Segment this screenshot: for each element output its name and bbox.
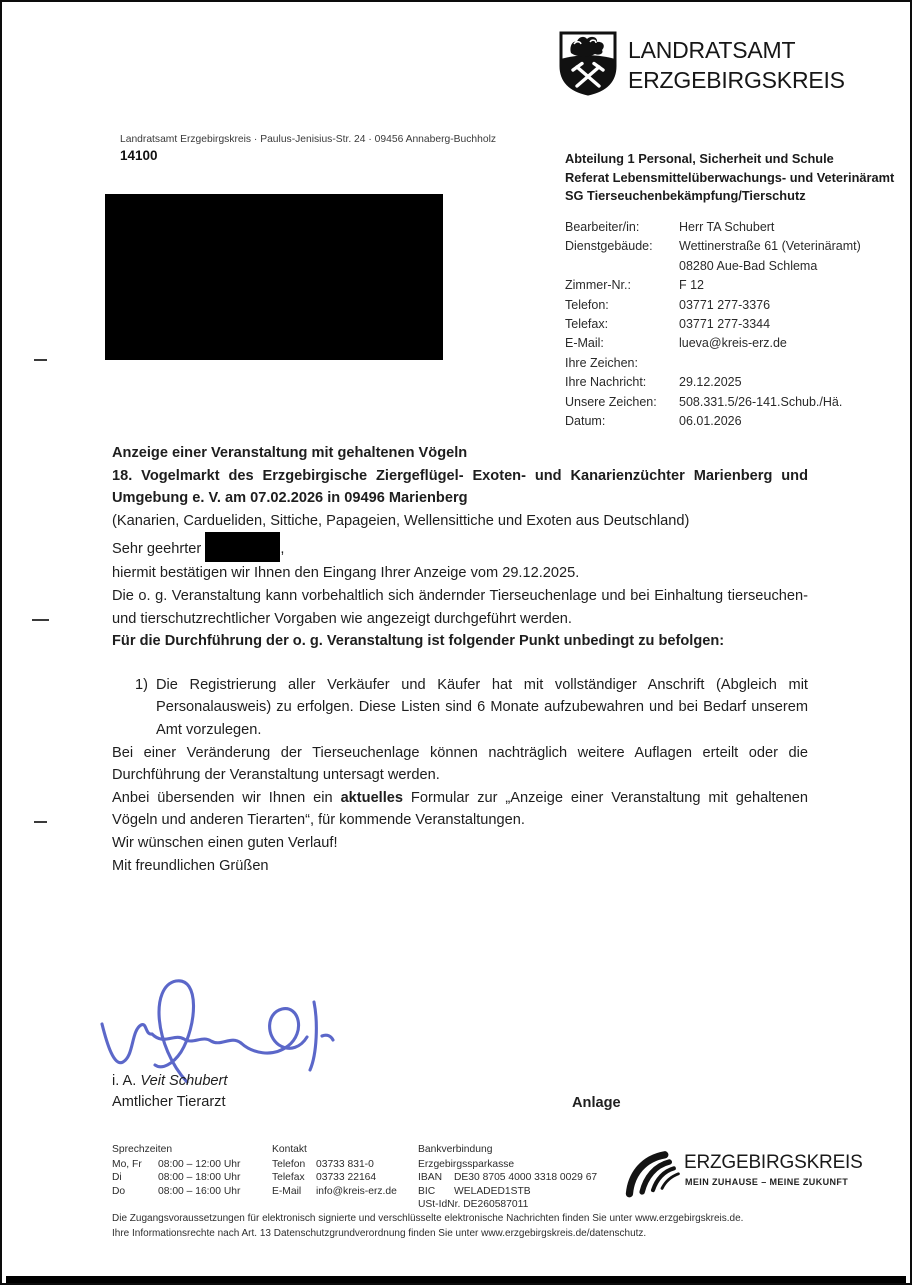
fold-mark	[34, 821, 47, 823]
contact-value: 03733 22164	[316, 1172, 377, 1184]
info-label: Ihre Zeichen:	[565, 355, 638, 370]
signer-prefix: i. A.	[112, 1073, 141, 1089]
coat-of-arms-icon	[558, 30, 618, 96]
paragraph-form-enclosed	[112, 787, 808, 832]
info-value: F 12	[679, 278, 705, 293]
vat-value: DE260587011	[463, 1199, 529, 1211]
enclosure-label: Anlage	[572, 1095, 621, 1111]
letterhead-line2: ERZGEBIRGSKREIS	[628, 67, 845, 93]
info-row	[565, 296, 861, 315]
contact-label: Telefax	[272, 1172, 305, 1184]
legal-line1: Die Zugangsvoraussetzungen für elektronisch signierte und verschlüsselte elektronische Nachrichten finden Sie unter www.erzgebirgskreis.de.	[112, 1213, 744, 1224]
paragraph-condition: Die o. g. Veranstaltung kann vorbehaltlich sich ändernder Tierseuchenlage und bei Einhaltung tierseuchen- und tierschutzrechtlicher Vorgaben wie angezeigt durchgeführt werden.	[112, 587, 808, 627]
paragraph-confirmation: hiermit bestätigen wir Ihnen den Eingang Ihrer Anzeige vom 29.12.2025.	[112, 565, 580, 582]
hours-time: 08:00 – 16:00 Uhr	[158, 1185, 241, 1197]
info-row	[565, 218, 861, 237]
recipient-name-redaction	[205, 532, 280, 562]
info-value: Wettinerstraße 61 (Veterinäramt)	[679, 239, 861, 254]
contact-label: Telefon	[272, 1158, 306, 1170]
footer-bank	[418, 1143, 597, 1212]
info-label: Bearbeiter/in:	[565, 220, 640, 234]
bank-heading: Bankverbindung	[418, 1144, 493, 1155]
letter-body	[112, 442, 808, 877]
list-marker: 1)	[135, 676, 148, 693]
info-row	[565, 373, 861, 392]
info-row	[565, 412, 861, 431]
info-label: Unsere Zeichen:	[565, 394, 657, 409]
hours-row	[112, 1171, 240, 1185]
form-text-before: Anbei übersenden wir Ihnen ein	[112, 789, 341, 806]
bic-label: BIC	[418, 1185, 436, 1197]
iban-value: DE30 8705 4000 3318 0029 67	[454, 1172, 598, 1184]
info-label: E-Mail:	[565, 336, 604, 351]
hours-days: Do	[112, 1185, 126, 1197]
contact-label: E-Mail	[272, 1185, 302, 1197]
legal-notice	[112, 1212, 743, 1241]
letterhead-line1: LANDRATSAMT	[628, 37, 796, 63]
paragraph-requirements-heading: Für die Durchführung der o. g. Veranstaltung ist folgender Punkt unbedingt zu befolgen:	[112, 633, 725, 650]
info-label: Zimmer-Nr.:	[565, 278, 631, 293]
subject-line3: (Kanarien, Cardueliden, Sittiche, Papageien, Wellensittiche und Exoten aus Deutschland)	[112, 512, 690, 529]
postal-ref-code: 14100	[120, 148, 158, 163]
contact-row	[272, 1158, 397, 1172]
info-label: Telefax:	[565, 317, 609, 332]
footer-office-hours	[112, 1143, 240, 1198]
info-row	[565, 393, 861, 412]
department-block	[565, 150, 894, 206]
contact-info-block	[565, 218, 861, 431]
signer-fullname: Veit Schubert	[140, 1073, 228, 1089]
requirement-item-1	[135, 674, 808, 742]
contact-row	[272, 1185, 397, 1199]
info-value: 29.12.2025	[679, 375, 742, 390]
brand-name: ERZGEBIRGSKREIS	[684, 1152, 863, 1173]
fold-mark	[34, 359, 47, 361]
paragraph-regards: Mit freundlichen Grüßen	[112, 857, 269, 874]
recipient-address-redaction	[105, 194, 443, 360]
department-line1: Abteilung 1 Personal, Sicherheit und Schule	[565, 151, 834, 166]
hours-days: Mo, Fr	[112, 1158, 142, 1170]
footer-contact	[272, 1143, 397, 1198]
subject-line1: Anzeige einer Veranstaltung mit gehaltenen Vögeln	[112, 445, 468, 461]
bank-vat-row	[418, 1198, 597, 1212]
contact-row	[272, 1171, 397, 1185]
info-row	[565, 354, 861, 373]
legal-line2: Ihre Informationsrechte nach Art. 13 Datenschutzgrundverordnung finden Sie unter www.erzgebirgskreis.de/datenschutz.	[112, 1227, 647, 1239]
bank-iban-row	[418, 1171, 597, 1185]
info-value: Herr TA Schubert	[679, 220, 775, 234]
info-value: 06.01.2026	[679, 414, 742, 429]
fold-mark	[32, 619, 49, 621]
salutation-text: Sehr geehrter	[112, 541, 202, 558]
info-label: Dienstgebäude:	[565, 239, 653, 254]
brand-slogan: MEIN ZUHAUSE – MEINE ZUKUNFT	[685, 1177, 849, 1187]
signer-name	[112, 1073, 227, 1089]
bic-value: WELADED1STB	[454, 1185, 531, 1197]
hours-time: 08:00 – 12:00 Uhr	[158, 1158, 241, 1170]
info-row	[565, 237, 861, 256]
info-row	[565, 257, 861, 276]
iban-label: IBAN	[418, 1172, 443, 1184]
info-value: lueva@kreis-erz.de	[679, 336, 787, 351]
salutation	[112, 532, 808, 562]
contact-value: 03733 831-0	[316, 1158, 374, 1170]
hours-row	[112, 1185, 240, 1199]
paragraph-wish: Wir wünschen einen guten Verlauf!	[112, 834, 338, 851]
info-row	[565, 276, 861, 295]
info-row	[565, 334, 861, 353]
hours-heading: Sprechzeiten	[112, 1144, 173, 1155]
info-value: 508.331.5/26-141.Schub./Hä.	[679, 394, 843, 409]
bank-name: Erzgebirgssparkasse	[418, 1158, 515, 1170]
info-row	[565, 315, 861, 334]
contact-heading: Kontakt	[272, 1144, 307, 1155]
department-line2: Referat Lebensmittelüberwachungs- und Veterinäramt	[565, 169, 895, 185]
erzgebirgskreis-arc-icon	[624, 1146, 682, 1198]
list-text: Die Registrierung aller Verkäufer und Käufer hat mit vollständiger Anschrift (Abgleich mit Personalausweis) zu erfolgen. Diese Listen sind 6 Monate aufzubewahren und bei Bedarf unserem Amt vorzulegen.	[156, 676, 808, 738]
department-line3: SG Tierseuchenbekämpfung/Tierschutz	[565, 188, 806, 203]
info-value: 08280 Aue-Bad Schlema	[679, 258, 818, 273]
contact-value: info@kreis-erz.de	[316, 1185, 397, 1197]
scan-bottom-bar	[6, 1276, 906, 1283]
info-label	[565, 257, 679, 276]
info-label: Datum:	[565, 414, 606, 429]
subject-line2: 18. Vogelmarkt des Erzgebirgische Ziergeflügel- Exoten- und Kanarienzüchter Marienberg und Umgebung e. V. am 07.02.2026 in 09496 Marienberg	[112, 467, 808, 507]
bank-bic-row	[418, 1185, 597, 1199]
letterhead	[628, 35, 845, 95]
sender-return-address: Landratsamt Erzgebirgskreis · Paulus-Jenisius-Str. 24 · 09456 Annaberg-Buchholz	[120, 134, 497, 145]
hours-row	[112, 1158, 240, 1172]
form-text-bold: aktuelles	[340, 789, 404, 806]
info-value: 03771 277-3344	[679, 317, 771, 332]
salutation-comma: ,	[280, 541, 285, 558]
hours-days: Di	[112, 1172, 122, 1184]
paragraph-change-clause: Bei einer Veränderung der Tierseuchenlage können nachträglich weitere Auflagen erteilt oder die Durchführung der Veranstaltung untersagt werden.	[112, 744, 808, 784]
signer-role: Amtlicher Tierarzt	[112, 1094, 226, 1110]
vat-label: USt-IdNr.	[418, 1199, 461, 1211]
form-text-after: Formular zur „Anzeige einer Veranstaltung mit gehaltenen Vögeln und anderen Tierarten“, für kommende Veranstaltungen.	[112, 789, 808, 829]
info-label: Ihre Nachricht:	[565, 375, 647, 390]
hours-time: 08:00 – 18:00 Uhr	[158, 1172, 241, 1184]
info-label: Telefon:	[565, 297, 609, 312]
info-value: 03771 277-3376	[679, 297, 771, 312]
